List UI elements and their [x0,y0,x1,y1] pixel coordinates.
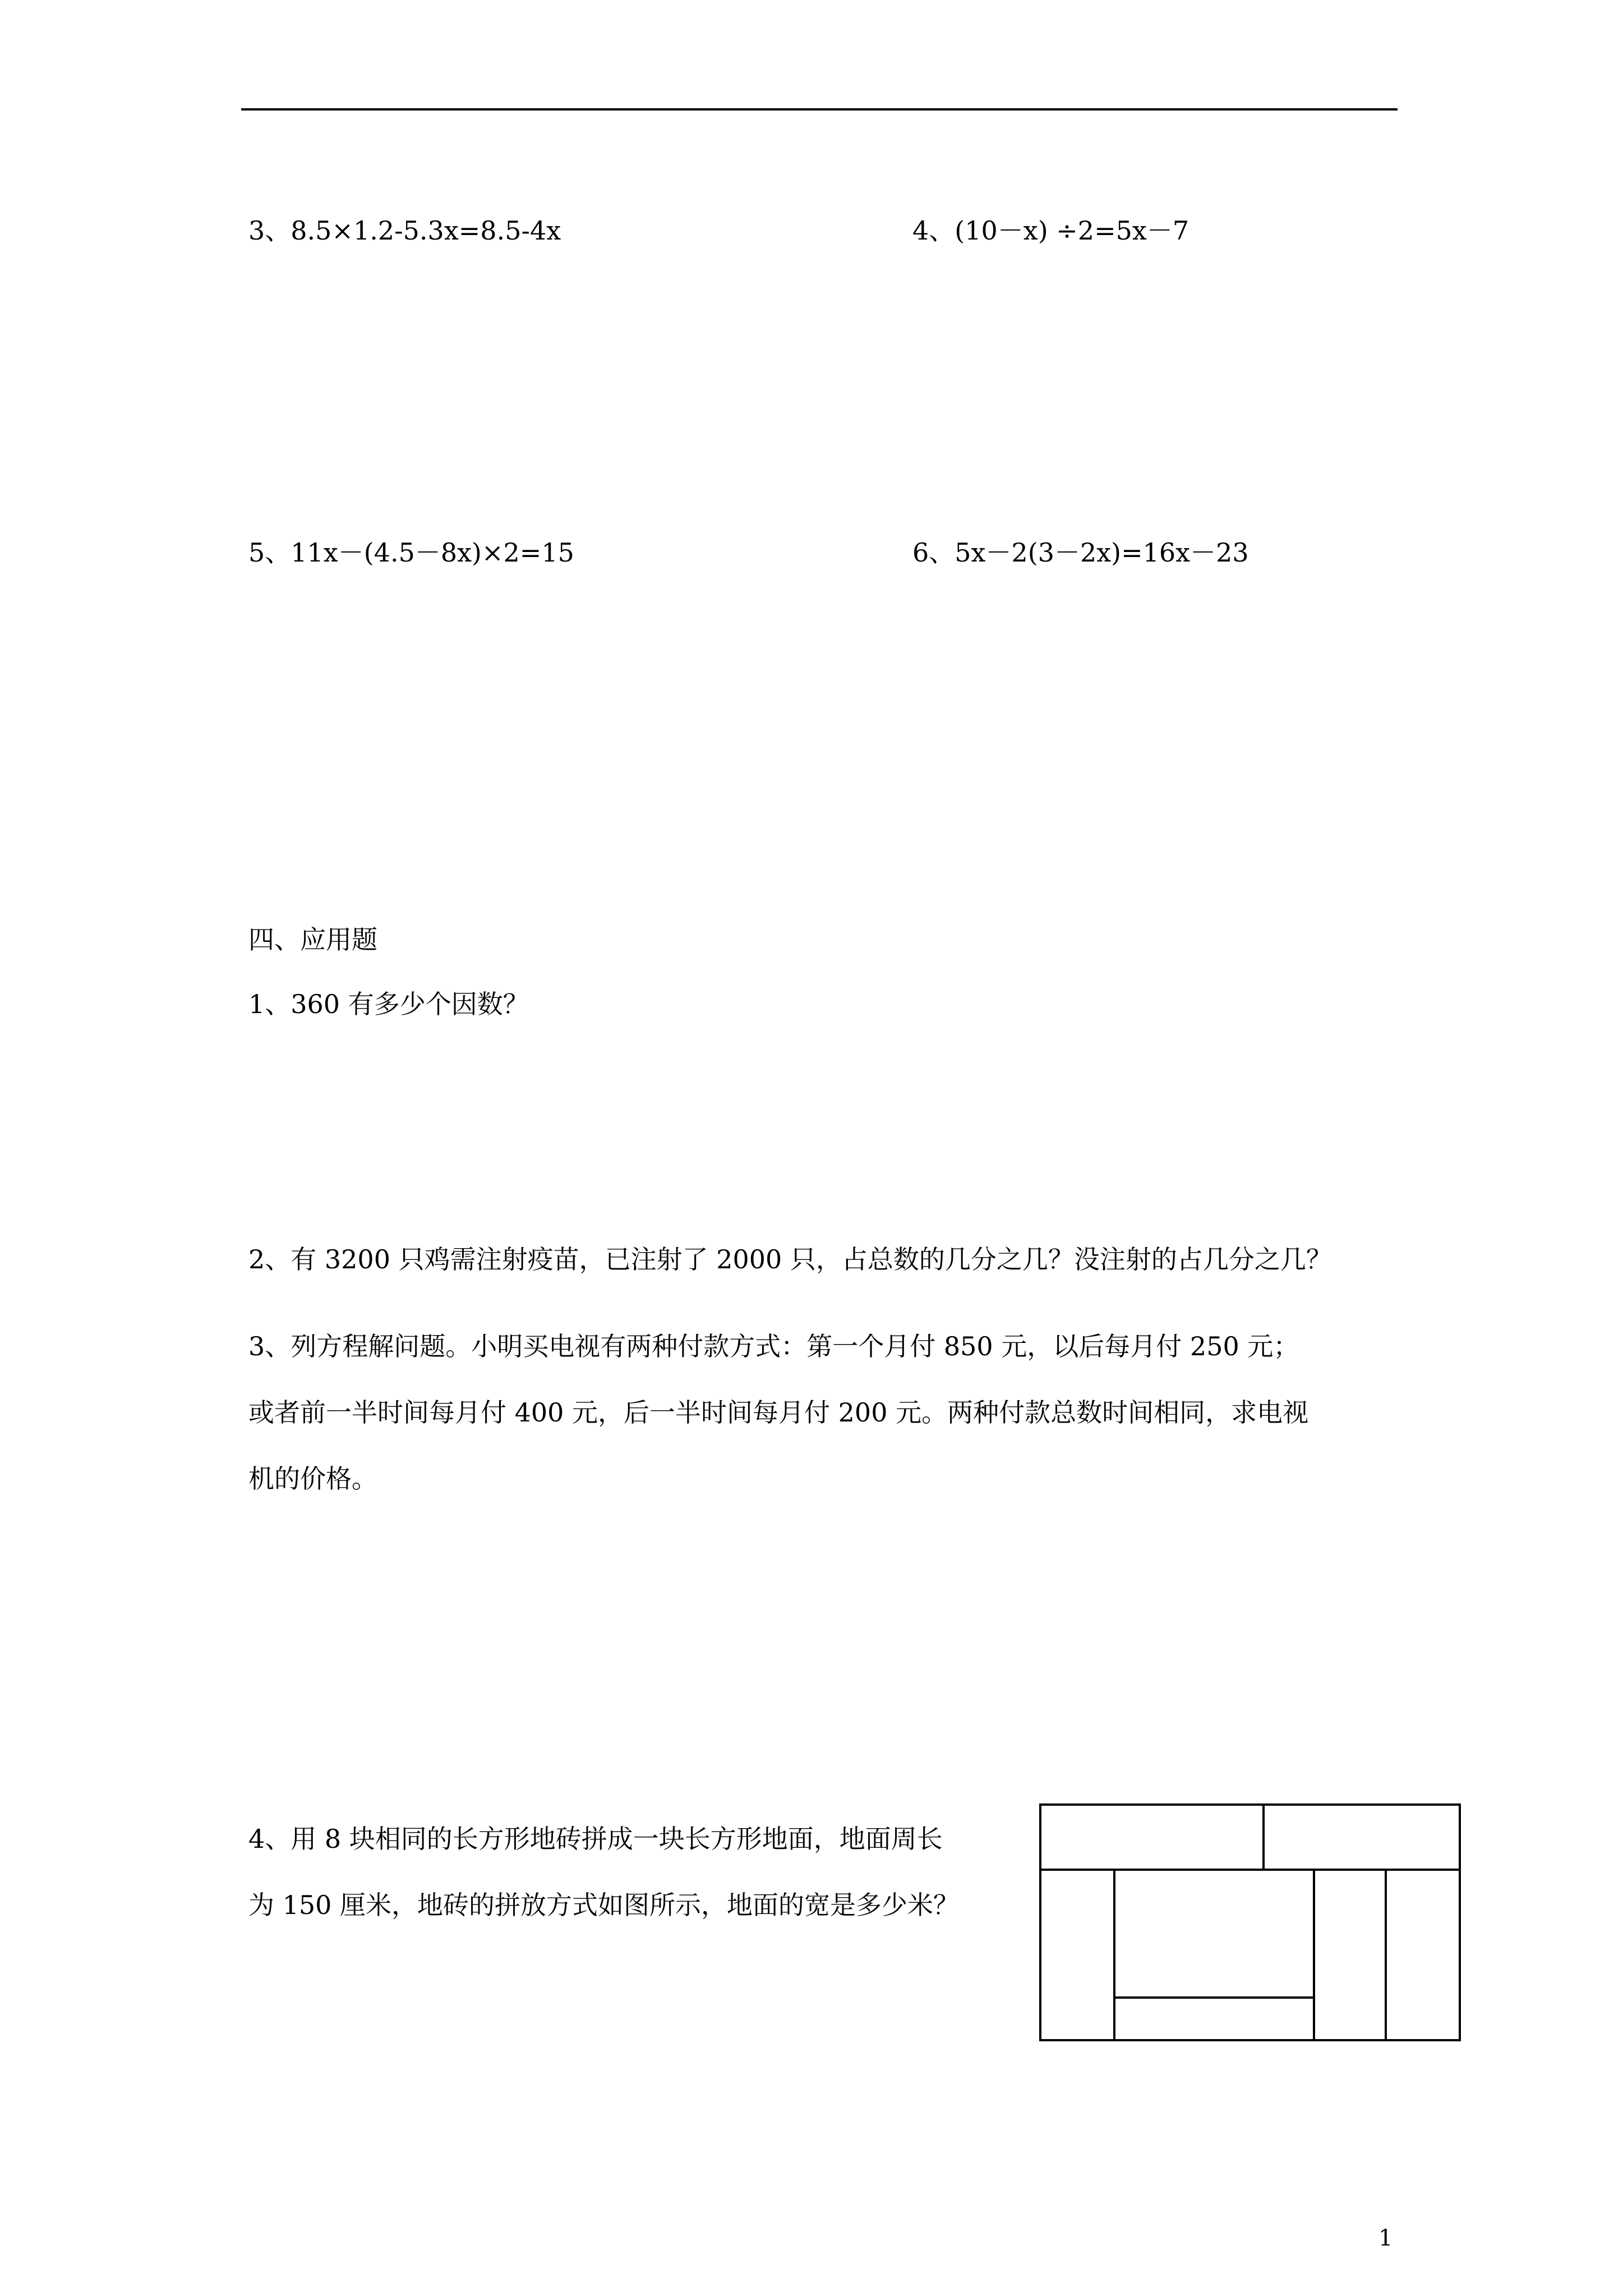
tile-layout-figure [1039,1803,1461,2041]
equation-6: 6、5x－2(3－2x)=16x－23 [912,537,1249,568]
problem-4 [248,1822,959,1954]
problem-3-line: 3、列方程解问题。小明买电视有两种付款方式：第一个月付 850 元，以后每月付 250 元； [248,1331,1299,1361]
equation-4: 4、(10－x) ÷2=5x－7 [912,215,1189,246]
problem-4-line: 4、用 8 块相同的长方形地砖拼成一块长方形地面，地面周长 [248,1824,943,1854]
equation-3: 3、8.5×1.2-5.3x=8.5-4x [248,215,561,246]
equation-5: 5、11x－(4.5－8x)×2=15 [248,537,574,568]
floor-outline [1040,1805,1460,2040]
problem-3 [248,1329,1308,1528]
problem-2: 2、有 3200 只鸡需注射疫苗，已注射了 2000 只，占总数的几分之几？没注射的占几分之几？ [248,1244,1332,1274]
problem-3-line: 或者前一半时间每月付 400 元，后一半时间每月付 200 元。两种付款总数时间相同，求电视 [248,1397,1309,1428]
problem-4-line: 为 150 厘米，地砖的拼放方式如图所示，地面的宽是多少米？ [248,1890,960,1920]
problem-1: 1、360 有多少个因数？ [248,989,529,1019]
section-title: 四、应用题 [248,924,377,955]
header-rule [241,108,1398,111]
page-number: 1 [1378,2225,1393,2251]
problem-3-line: 机的价格。 [248,1464,377,1494]
